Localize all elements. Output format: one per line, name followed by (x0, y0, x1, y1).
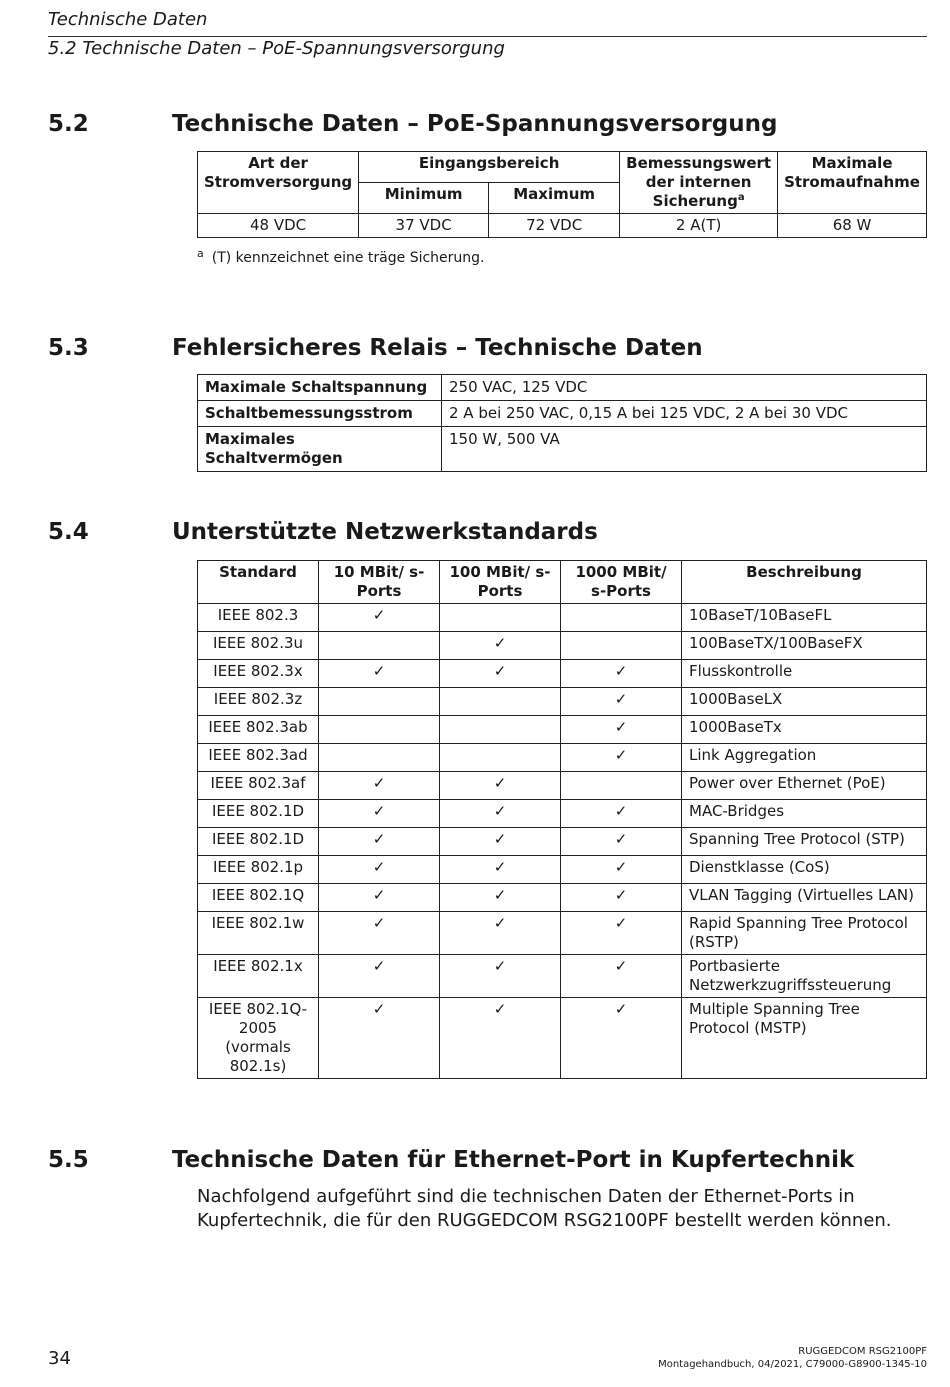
col-header-minimum: Minimum (359, 183, 489, 214)
check-cell-100mbit: ✓ (440, 772, 561, 800)
footer-product: RUGGEDCOM RSG2100PF (798, 1346, 927, 1357)
table-row (198, 427, 927, 472)
standard-cell: IEEE 802.3z (198, 688, 319, 716)
header-rule (48, 36, 927, 37)
check-cell-1000mbit: ✓ (561, 955, 682, 998)
check-cell-10mbit: ✓ (319, 856, 440, 884)
section-5-5-paragraph: Nachfolgend aufgeführt sind die technischen Daten der Ethernet-Ports in Kupfertechnik, die für den RUGGEDCOM RSG2100PF bestellt werden können. (197, 1186, 892, 1231)
footer-doc-info (658, 1345, 927, 1371)
check-cell-1000mbit: ✓ (561, 884, 682, 912)
standard-cell: IEEE 802.1Q-2005 (vormals 802.1s) (198, 998, 319, 1079)
section-5-3-title: Fehlersicheres Relais – Technische Daten (172, 335, 703, 361)
standard-cell: IEEE 802.1D (198, 800, 319, 828)
table-row (198, 604, 927, 632)
check-cell-10mbit: ✓ (319, 772, 440, 800)
description-cell: Rapid Spanning Tree Protocol (RSTP) (682, 912, 927, 955)
col-header-input-range: Eingangsbereich (359, 152, 620, 183)
check-cell-1000mbit: ✓ (561, 744, 682, 772)
table-footnote (197, 247, 485, 266)
standard-cell: IEEE 802.3ab (198, 716, 319, 744)
check-cell-10mbit: ✓ (319, 800, 440, 828)
col-header-power-type: Art der Stromversorgung (198, 152, 359, 214)
check-cell-100mbit (440, 716, 561, 744)
standard-cell: IEEE 802.3u (198, 632, 319, 660)
check-cell-10mbit: ✓ (319, 912, 440, 955)
table-cell: 37 VDC (359, 214, 489, 238)
check-cell-10mbit (319, 632, 440, 660)
description-cell: Spanning Tree Protocol (STP) (682, 828, 927, 856)
fuse-footnote-ref: a (737, 192, 745, 203)
check-cell-1000mbit: ✓ (561, 828, 682, 856)
col-header-100mbit: 100 MBit/ s-Ports (440, 561, 561, 604)
check-cell-10mbit: ✓ (319, 828, 440, 856)
table-row (198, 660, 927, 688)
description-cell: Link Aggregation (682, 744, 927, 772)
description-cell: Flusskontrolle (682, 660, 927, 688)
check-cell-100mbit: ✓ (440, 800, 561, 828)
check-cell-1000mbit: ✓ (561, 800, 682, 828)
table-cell: 48 VDC (198, 214, 359, 238)
check-cell-1000mbit (561, 632, 682, 660)
table-row (198, 214, 927, 238)
check-cell-1000mbit: ✓ (561, 998, 682, 1079)
check-cell-10mbit: ✓ (319, 604, 440, 632)
table-row (198, 955, 927, 998)
check-cell-100mbit: ✓ (440, 828, 561, 856)
standard-cell: IEEE 802.1w (198, 912, 319, 955)
table-row (198, 828, 927, 856)
check-cell-100mbit (440, 688, 561, 716)
relay-specs-table (197, 374, 927, 472)
table-row (198, 688, 927, 716)
running-header-section: 5.2 Technische Daten – PoE-Spannungsversorgung (48, 38, 505, 59)
table-row (198, 632, 927, 660)
spec-label: Maximales Schaltvermögen (198, 427, 442, 472)
table-row (198, 998, 927, 1079)
check-cell-100mbit: ✓ (440, 856, 561, 884)
footer-document: Montagehandbuch, 04/2021, C79000-G8900-1345-10 (658, 1359, 927, 1370)
standard-cell: IEEE 802.3 (198, 604, 319, 632)
table-row (198, 375, 927, 401)
col-header-max-power: Maximale Stromaufnahme (778, 152, 927, 214)
description-cell: Portbasierte Netzwerkzugriffssteuerung (682, 955, 927, 998)
description-cell: 100BaseTX/100BaseFX (682, 632, 927, 660)
section-5-5-number: 5.5 (48, 1147, 89, 1173)
table-cell: 68 W (778, 214, 927, 238)
check-cell-10mbit (319, 716, 440, 744)
check-cell-100mbit: ✓ (440, 955, 561, 998)
col-header-fuse-rating: Bemessungswert der internen Sicherung$^a$ (620, 152, 778, 214)
table-row (198, 744, 927, 772)
table-cell: 2 A(T) (620, 214, 778, 238)
check-cell-10mbit: ✓ (319, 884, 440, 912)
standard-cell: IEEE 802.1x (198, 955, 319, 998)
section-5-3-number: 5.3 (48, 335, 89, 361)
table-row (198, 912, 927, 955)
check-cell-100mbit: ✓ (440, 998, 561, 1079)
table-row (198, 884, 927, 912)
check-cell-100mbit: ✓ (440, 912, 561, 955)
description-cell: Dienstklasse (CoS) (682, 856, 927, 884)
section-5-2-title: Technische Daten – PoE-Spannungsversorgung (172, 111, 778, 137)
col-header-10mbit: 10 MBit/ s-Ports (319, 561, 440, 604)
description-cell: Power over Ethernet (PoE) (682, 772, 927, 800)
spec-value: 150 W, 500 VA (442, 427, 927, 472)
description-cell: MAC-Bridges (682, 800, 927, 828)
poe-power-table (197, 151, 927, 238)
section-5-4-number: 5.4 (48, 519, 89, 545)
col-header-maximum: Maximum (489, 183, 620, 214)
footnote-text: (T) kennzeichnet eine träge Sicherung. (211, 250, 485, 266)
description-cell: VLAN Tagging (Virtuelles LAN) (682, 884, 927, 912)
col-header-description: Beschreibung (682, 561, 927, 604)
section-5-5-title: Technische Daten für Ethernet-Port in Kupfertechnik (172, 1147, 855, 1173)
standard-cell: IEEE 802.3af (198, 772, 319, 800)
spec-label: Maximale Schaltspannung (198, 375, 442, 401)
check-cell-1000mbit: ✓ (561, 660, 682, 688)
spec-value: 250 VAC, 125 VDC (442, 375, 927, 401)
col-header-standard: Standard (198, 561, 319, 604)
check-cell-100mbit (440, 744, 561, 772)
check-cell-10mbit: ✓ (319, 998, 440, 1079)
check-cell-1000mbit: ✓ (561, 688, 682, 716)
section-5-2-number: 5.2 (48, 111, 89, 137)
standard-cell: IEEE 802.3ad (198, 744, 319, 772)
check-cell-10mbit: ✓ (319, 660, 440, 688)
table-cell: 72 VDC (489, 214, 620, 238)
standard-cell: IEEE 802.1Q (198, 884, 319, 912)
standard-cell: IEEE 802.1D (198, 828, 319, 856)
standard-cell: IEEE 802.1p (198, 856, 319, 884)
check-cell-10mbit (319, 744, 440, 772)
section-5-4-title: Unterstützte Netzwerkstandards (172, 519, 598, 545)
check-cell-100mbit (440, 604, 561, 632)
table-row (198, 772, 927, 800)
spec-value: 2 A bei 250 VAC, 0,15 A bei 125 VDC, 2 A bei 30 VDC (442, 401, 927, 427)
table-row (198, 800, 927, 828)
description-cell: 1000BaseLX (682, 688, 927, 716)
table-row (198, 856, 927, 884)
table-row (198, 716, 927, 744)
check-cell-1000mbit: ✓ (561, 912, 682, 955)
running-header-chapter: Technische Daten (48, 9, 208, 30)
table-row (198, 401, 927, 427)
check-cell-10mbit (319, 688, 440, 716)
footnote-mark: a (197, 247, 204, 260)
spec-label: Schaltbemessungsstrom (198, 401, 442, 427)
page-number: 34 (48, 1348, 71, 1369)
check-cell-100mbit: ✓ (440, 884, 561, 912)
check-cell-1000mbit: ✓ (561, 856, 682, 884)
check-cell-1000mbit (561, 604, 682, 632)
check-cell-1000mbit: ✓ (561, 716, 682, 744)
check-cell-100mbit: ✓ (440, 632, 561, 660)
description-cell: 1000BaseTx (682, 716, 927, 744)
network-standards-table (197, 560, 927, 1079)
standard-cell: IEEE 802.3x (198, 660, 319, 688)
check-cell-100mbit: ✓ (440, 660, 561, 688)
description-cell: Multiple Spanning Tree Protocol (MSTP) (682, 998, 927, 1079)
description-cell: 10BaseT/10BaseFL (682, 604, 927, 632)
check-cell-1000mbit (561, 772, 682, 800)
col-header-1000mbit: 1000 MBit/ s-Ports (561, 561, 682, 604)
check-cell-10mbit: ✓ (319, 955, 440, 998)
